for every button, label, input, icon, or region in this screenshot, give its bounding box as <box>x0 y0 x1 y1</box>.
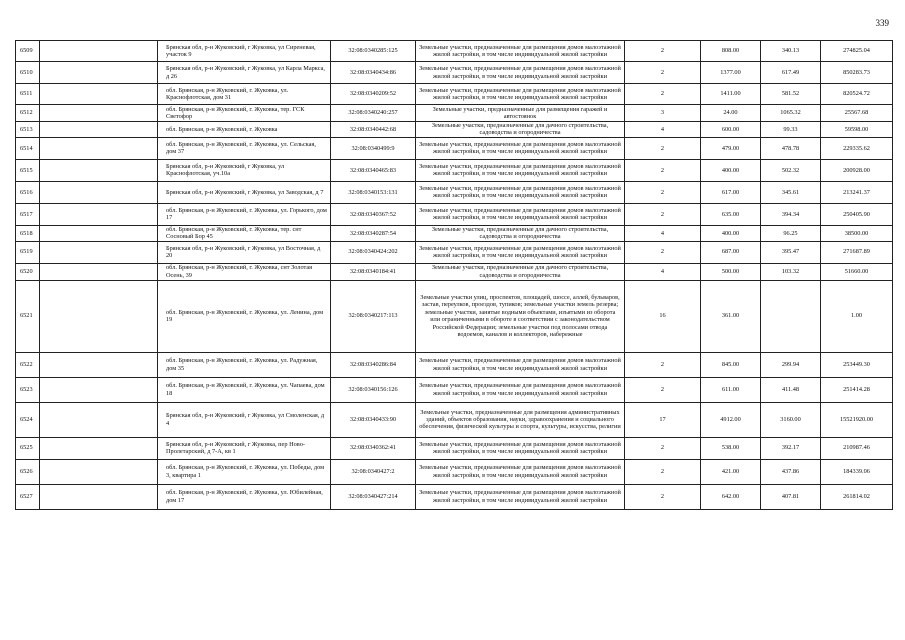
row-number: 6526 <box>16 459 40 484</box>
category-cell: 4 <box>625 122 701 138</box>
cadastral-value-table <box>15 40 893 510</box>
land-use-cell: Земельные участки, предназначенные для размещения домов малоэтажной жилой застройки, в том числе индивидуальной жилой застройки <box>416 84 625 105</box>
category-cell: 2 <box>625 484 701 509</box>
cadastral-number-cell: 32:08:0340184:41 <box>331 263 416 280</box>
land-use-cell: Земельные участки, предназначенные для размещения домов малоэтажной жилой застройки, в том числе индивидуальной жилой застройки <box>416 203 625 225</box>
table-row <box>16 459 893 484</box>
cadastral-value-cell: 15521920.00 <box>821 402 893 437</box>
table-row <box>16 105 893 122</box>
land-use-cell: Земельные участки, предназначенные для размещения домов малоэтажной жилой застройки, в том числе индивидуальной жилой застройки <box>416 352 625 377</box>
row-number: 6523 <box>16 377 40 402</box>
empty-cell <box>40 62 158 84</box>
specific-value-cell: 478.78 <box>761 137 821 159</box>
cadastral-value-cell: 38500.00 <box>821 225 893 241</box>
address-cell: обл. Брянская, р-н Жуковский, г. Жуковка, ул. Чапаева, дом 18 <box>158 377 331 402</box>
cadastral-number-cell: 32:08:0340499:9 <box>331 137 416 159</box>
cadastral-value-cell: 850283.73 <box>821 62 893 84</box>
empty-cell <box>40 137 158 159</box>
table-row <box>16 181 893 203</box>
empty-cell <box>40 41 158 62</box>
empty-cell <box>40 203 158 225</box>
area-cell: 479.00 <box>701 137 761 159</box>
cadastral-value-cell: 59598.00 <box>821 122 893 138</box>
specific-value-cell: 392.17 <box>761 437 821 459</box>
area-cell: 538.00 <box>701 437 761 459</box>
category-cell: 2 <box>625 241 701 263</box>
row-number: 6512 <box>16 105 40 122</box>
cadastral-number-cell: 32:08:0340465:83 <box>331 159 416 181</box>
cadastral-number-cell: 32:08:0340367:52 <box>331 203 416 225</box>
area-cell: 687.00 <box>701 241 761 263</box>
land-use-cell: Земельные участки, предназначенные для размещения домов малоэтажной жилой застройки, в том числе индивидуальной жилой застройки <box>416 41 625 62</box>
row-number: 6527 <box>16 484 40 509</box>
table-row <box>16 41 893 62</box>
land-use-cell: Земельные участки, предназначенные для размещения домов малоэтажной жилой застройки, в том числе индивидуальной жилой застройки <box>416 62 625 84</box>
address-cell: обл. Брянская, р-н Жуковский, г. Жуковка, тер. ГСК Светофор <box>158 105 331 122</box>
category-cell: 2 <box>625 62 701 84</box>
empty-cell <box>40 105 158 122</box>
row-number: 6513 <box>16 122 40 138</box>
specific-value-cell: 394.34 <box>761 203 821 225</box>
specific-value-cell: 3160.00 <box>761 402 821 437</box>
land-use-cell: Земельные участки, предназначенные для дачного строительства, садоводства и огородничества <box>416 122 625 138</box>
cadastral-number-cell: 32:08:0340286:84 <box>331 352 416 377</box>
row-number: 6524 <box>16 402 40 437</box>
cadastral-value-cell: 1.00 <box>821 280 893 352</box>
cadastral-value-cell: 200928.00 <box>821 159 893 181</box>
address-cell: Брянская обл, р-н Жуковский, г Жуковка, ул Сиреневая, участок 9 <box>158 41 331 62</box>
table-row <box>16 377 893 402</box>
category-cell: 2 <box>625 459 701 484</box>
cadastral-value-cell: 51660.00 <box>821 263 893 280</box>
row-number: 6525 <box>16 437 40 459</box>
row-number: 6518 <box>16 225 40 241</box>
land-use-cell: Земельные участки, предназначенные для размещения домов малоэтажной жилой застройки, в том числе индивидуальной жилой застройки <box>416 377 625 402</box>
area-cell: 635.00 <box>701 203 761 225</box>
empty-cell <box>40 437 158 459</box>
cadastral-value-cell: 261814.02 <box>821 484 893 509</box>
cadastral-number-cell: 32:08:0340287:54 <box>331 225 416 241</box>
empty-cell <box>40 459 158 484</box>
row-number: 6510 <box>16 62 40 84</box>
land-use-cell: Земельные участки, предназначенные для размещения домов малоэтажной жилой застройки, в том числе индивидуальной жилой застройки <box>416 437 625 459</box>
specific-value-cell: 103.32 <box>761 263 821 280</box>
specific-value-cell: 395.47 <box>761 241 821 263</box>
table-row <box>16 122 893 138</box>
land-use-cell: Земельные участки, предназначенные для размещения домов малоэтажной жилой застройки, в том числе индивидуальной жилой застройки <box>416 159 625 181</box>
address-cell: обл. Брянская, р-н Жуковский, г. Жуковка, ул. Сельская, дом 37 <box>158 137 331 159</box>
category-cell: 2 <box>625 159 701 181</box>
empty-cell <box>40 352 158 377</box>
empty-cell <box>40 377 158 402</box>
area-cell: 808.00 <box>701 41 761 62</box>
category-cell: 3 <box>625 105 701 122</box>
cadastral-number-cell: 32:08:0340153:131 <box>331 181 416 203</box>
cadastral-value-cell: 210987.46 <box>821 437 893 459</box>
category-cell: 2 <box>625 137 701 159</box>
land-use-cell: Земельные участки, предназначенные для размещения административных зданий, объектов образования, науки, здравоохранения и социального обеспечения, физической культуры и спорта, культуры, искусства, религии <box>416 402 625 437</box>
cadastral-number-cell: 32:08:0340217:113 <box>331 280 416 352</box>
cadastral-value-cell: 274825.04 <box>821 41 893 62</box>
empty-cell <box>40 280 158 352</box>
specific-value-cell <box>761 280 821 352</box>
row-number: 6515 <box>16 159 40 181</box>
row-number: 6514 <box>16 137 40 159</box>
land-use-cell: Земельные участки, предназначенные для размещения домов малоэтажной жилой застройки, в том числе индивидуальной жилой застройки <box>416 181 625 203</box>
area-cell: 24.00 <box>701 105 761 122</box>
cadastral-number-cell: 32:08:0340434:86 <box>331 62 416 84</box>
row-number: 6516 <box>16 181 40 203</box>
cadastral-value-cell: 251414.28 <box>821 377 893 402</box>
cadastral-number-cell: 32:08:0340427:214 <box>331 484 416 509</box>
address-cell: Брянская обл, р-н Жуковский, г Жуковка, ул Карла Маркса, д 26 <box>158 62 331 84</box>
specific-value-cell: 345.61 <box>761 181 821 203</box>
address-cell: обл. Брянская, р-н Жуковский, г. Жуковка, снт Золотая Осень, 39 <box>158 263 331 280</box>
land-use-cell: Земельные участки, предназначенные для размещения домов малоэтажной жилой застройки, в том числе индивидуальной жилой застройки <box>416 484 625 509</box>
table-row <box>16 203 893 225</box>
area-cell: 611.00 <box>701 377 761 402</box>
category-cell: 2 <box>625 41 701 62</box>
specific-value-cell: 617.49 <box>761 62 821 84</box>
table-row <box>16 137 893 159</box>
address-cell: Брянская обл, р-н Жуковский, г Жуковка, ул Заводская, д 7 <box>158 181 331 203</box>
area-cell: 617.00 <box>701 181 761 203</box>
area-cell: 4912.00 <box>701 402 761 437</box>
specific-value-cell: 437.86 <box>761 459 821 484</box>
row-number: 6521 <box>16 280 40 352</box>
land-use-cell: Земельные участки, предназначенные для размещения гаражей и автостоянок <box>416 105 625 122</box>
cadastral-number-cell: 32:08:0340427:2 <box>331 459 416 484</box>
category-cell: 2 <box>625 84 701 105</box>
table-row <box>16 280 893 352</box>
table-row <box>16 263 893 280</box>
page-number: 339 <box>875 18 889 28</box>
category-cell: 2 <box>625 377 701 402</box>
category-cell: 17 <box>625 402 701 437</box>
empty-cell <box>40 263 158 280</box>
category-cell: 2 <box>625 352 701 377</box>
category-cell: 2 <box>625 181 701 203</box>
cadastral-number-cell: 32:08:0340240:257 <box>331 105 416 122</box>
area-cell: 400.00 <box>701 225 761 241</box>
category-cell: 2 <box>625 437 701 459</box>
land-use-cell: Земельные участки, предназначенные для дачного строительства, садоводства и огородничества <box>416 263 625 280</box>
row-number: 6519 <box>16 241 40 263</box>
address-cell: обл. Брянская, р-н Жуковский, г. Жуковка <box>158 122 331 138</box>
cadastral-number-cell: 32:08:0340442:68 <box>331 122 416 138</box>
specific-value-cell: 99.33 <box>761 122 821 138</box>
land-use-cell: Земельные участки улиц, проспектов, площадей, шоссе, аллей, бульваров, застав, переулков, проездов, тупиков; земельные участки земель резерва; земельные участки, занятые водными объектами, изъятыми из оборота или ограниченными в обороте в соответствии с законодательством Российской Федерации; земельные участки под полосами отвода водоемов, каналов и коллекторов, набережные <box>416 280 625 352</box>
specific-value-cell: 299.94 <box>761 352 821 377</box>
empty-cell <box>40 484 158 509</box>
address-cell: обл. Брянская, р-н Жуковский, г. Жуковка, ул. Юбилейная, дом 17 <box>158 484 331 509</box>
cadastral-number-cell: 32:08:0340156:126 <box>331 377 416 402</box>
address-cell: обл. Брянская, р-н Жуковский, г. Жуковка, ул. Ленина, дом 19 <box>158 280 331 352</box>
cadastral-value-cell: 25567.68 <box>821 105 893 122</box>
row-number: 6517 <box>16 203 40 225</box>
cadastral-number-cell: 32:08:0340433:90 <box>331 402 416 437</box>
address-cell: обл. Брянская, р-н Жуковский, г. Жуковка, тер. снт Сосновый Бор 45 <box>158 225 331 241</box>
area-cell: 642.00 <box>701 484 761 509</box>
table-row <box>16 484 893 509</box>
area-cell: 1377.00 <box>701 62 761 84</box>
address-cell: обл. Брянская, р-н Жуковский, г. Жуковка, ул. Краснофлотская, дом 31 <box>158 84 331 105</box>
table-body <box>16 41 893 510</box>
area-cell: 1411.00 <box>701 84 761 105</box>
specific-value-cell: 407.81 <box>761 484 821 509</box>
address-cell: Брянская обл, р-н Жуковский, г Жуковка, пер Ново-Пролетарский, д 7-А, кв 1 <box>158 437 331 459</box>
cadastral-value-cell: 271687.89 <box>821 241 893 263</box>
address-cell: Брянская обл, р-н Жуковский, г Жуковка, ул Смоленская, д 4 <box>158 402 331 437</box>
cadastral-value-cell: 250405.90 <box>821 203 893 225</box>
address-cell: Брянская обл, р-н Жуковский, г Жуковка, ул Восточная, д 20 <box>158 241 331 263</box>
land-use-cell: Земельные участки, предназначенные для размещения домов малоэтажной жилой застройки, в том числе индивидуальной жилой застройки <box>416 459 625 484</box>
address-cell: обл. Брянская, р-н Жуковский, г. Жуковка, ул. Горького, дом 17 <box>158 203 331 225</box>
land-use-cell: Земельные участки, предназначенные для дачного строительства, садоводства и огородничества <box>416 225 625 241</box>
cadastral-number-cell: 32:08:0340209:52 <box>331 84 416 105</box>
table-row <box>16 84 893 105</box>
specific-value-cell: 96.25 <box>761 225 821 241</box>
area-cell: 845.00 <box>701 352 761 377</box>
table-row <box>16 62 893 84</box>
cadastral-value-cell: 184339.06 <box>821 459 893 484</box>
area-cell: 421.00 <box>701 459 761 484</box>
cadastral-number-cell: 32:08:0340285:125 <box>331 41 416 62</box>
area-cell: 600.00 <box>701 122 761 138</box>
empty-cell <box>40 159 158 181</box>
empty-cell <box>40 225 158 241</box>
table-row <box>16 159 893 181</box>
category-cell: 16 <box>625 280 701 352</box>
category-cell: 2 <box>625 203 701 225</box>
address-cell: обл. Брянская, р-н Жуковский, г. Жуковка, ул. Победы, дом 3, квартира 1 <box>158 459 331 484</box>
empty-cell <box>40 402 158 437</box>
cadastral-value-cell: 820524.72 <box>821 84 893 105</box>
land-use-cell: Земельные участки, предназначенные для размещения домов малоэтажной жилой застройки, в том числе индивидуальной жилой застройки <box>416 241 625 263</box>
specific-value-cell: 581.52 <box>761 84 821 105</box>
row-number: 6522 <box>16 352 40 377</box>
cadastral-value-cell: 213241.37 <box>821 181 893 203</box>
category-cell: 4 <box>625 263 701 280</box>
empty-cell <box>40 122 158 138</box>
area-cell: 400.00 <box>701 159 761 181</box>
table-row <box>16 437 893 459</box>
empty-cell <box>40 84 158 105</box>
cadastral-number-cell: 32:08:0340362:41 <box>331 437 416 459</box>
table-row <box>16 402 893 437</box>
row-number: 6520 <box>16 263 40 280</box>
land-use-cell: Земельные участки, предназначенные для размещения домов малоэтажной жилой застройки, в том числе индивидуальной жилой застройки <box>416 137 625 159</box>
row-number: 6509 <box>16 41 40 62</box>
area-cell: 500.00 <box>701 263 761 280</box>
specific-value-cell: 1065.32 <box>761 105 821 122</box>
cadastral-value-cell: 253449.30 <box>821 352 893 377</box>
row-number: 6511 <box>16 84 40 105</box>
address-cell: обл. Брянская, р-н Жуковский, г. Жуковка, ул. Радужная, дом 35 <box>158 352 331 377</box>
category-cell: 4 <box>625 225 701 241</box>
empty-cell <box>40 181 158 203</box>
cadastral-number-cell: 32:08:0340424:202 <box>331 241 416 263</box>
table-row <box>16 225 893 241</box>
area-cell: 361.00 <box>701 280 761 352</box>
empty-cell <box>40 241 158 263</box>
cadastral-value-cell: 229335.62 <box>821 137 893 159</box>
table-row <box>16 241 893 263</box>
specific-value-cell: 411.48 <box>761 377 821 402</box>
specific-value-cell: 502.32 <box>761 159 821 181</box>
table-row <box>16 352 893 377</box>
address-cell: Брянская обл, р-н Жуковский, г Жуковка, ул Краснофлотская, уч.10а <box>158 159 331 181</box>
specific-value-cell: 340.13 <box>761 41 821 62</box>
